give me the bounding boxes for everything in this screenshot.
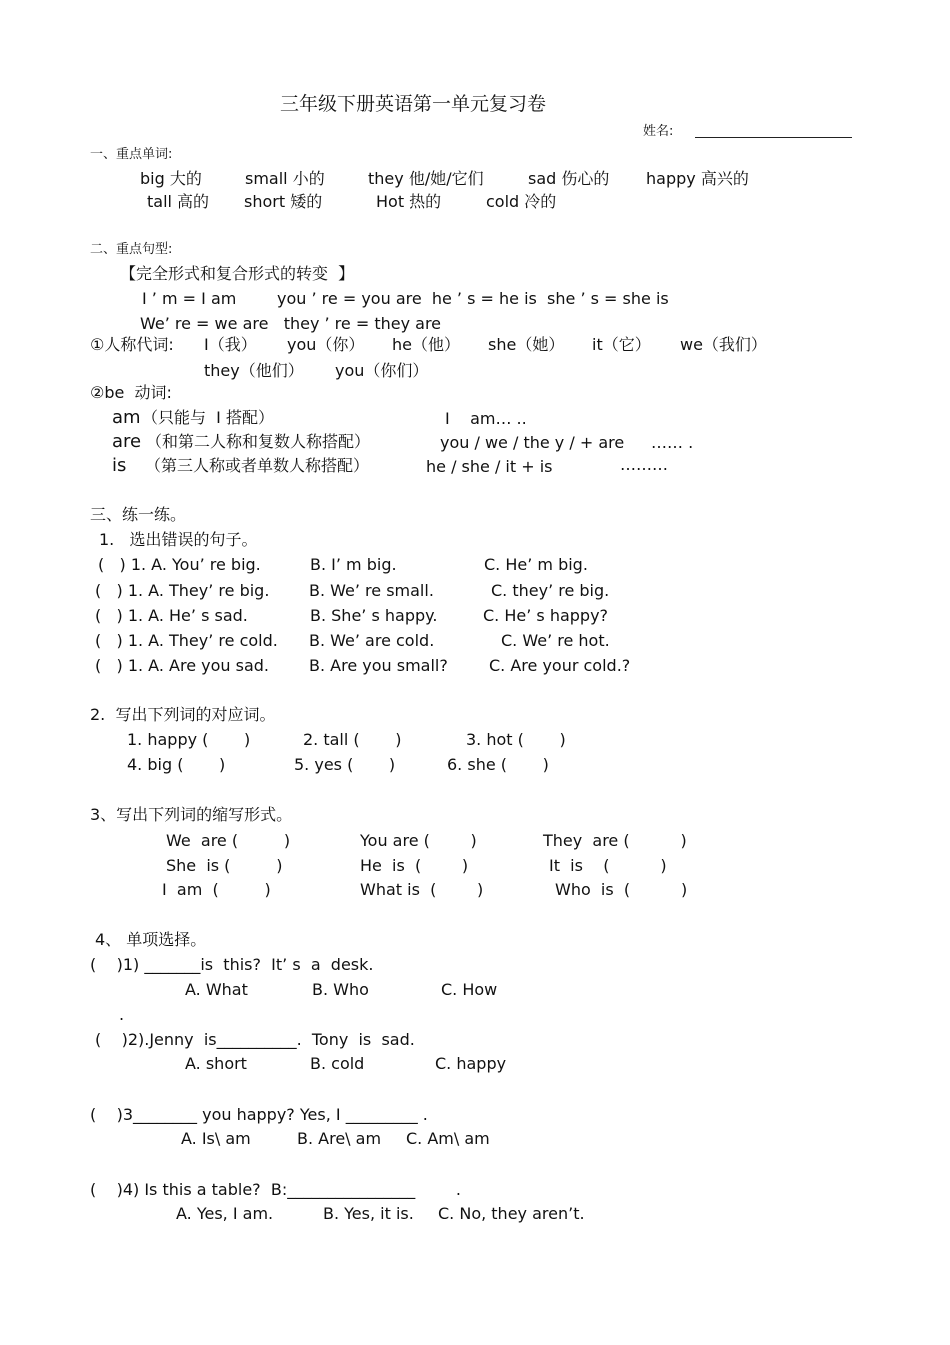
q1-option: C. We’ re hot. — [501, 631, 610, 650]
q2-item: 3. hot ( ) — [466, 730, 566, 749]
q3-item: It is ( ) — [549, 856, 667, 875]
q4-option: C. happy — [435, 1054, 507, 1073]
q3-item: Who is ( ) — [555, 880, 688, 899]
pronoun-label: ①人称代词: — [90, 335, 174, 354]
word: sad 伤心的 — [528, 169, 610, 188]
pronoun: she（她） — [488, 335, 565, 354]
q4-question: ( )2).Jenny is__________. Tony is sad. — [95, 1030, 415, 1049]
q4-option: C. No, they aren’t. — [438, 1204, 585, 1223]
q3-item: They are ( ) — [543, 831, 687, 850]
q1-item: ( ) 1. A. You’ re big. — [98, 555, 261, 574]
contraction-line: We’ re = we are they ’ re = they are — [140, 314, 442, 333]
pronoun: it（它） — [592, 335, 651, 354]
q4-option: B. cold — [310, 1054, 365, 1073]
be-verb-label: ②be 动词: — [90, 383, 172, 402]
q2-heading: 2. 写出下列词的对应词。 — [90, 705, 276, 724]
section1-heading: 一、重点单词: — [90, 147, 173, 162]
be-verb: is — [112, 455, 127, 476]
q2-item: 6. she ( ) — [447, 755, 549, 774]
q4-option: A. Is\ am — [181, 1129, 251, 1148]
pronoun: you（你们） — [335, 361, 429, 380]
word: cold 冷的 — [486, 192, 557, 211]
pronoun: he（他） — [392, 335, 460, 354]
word: happy 高兴的 — [646, 169, 749, 188]
q4-option: B. Who — [312, 980, 369, 999]
be-verb-note: （只能与 I 搭配） — [142, 408, 274, 427]
q3-heading: 3、写出下列词的缩写形式。 — [90, 805, 293, 824]
contraction-line: I ’ m = I am you ’ re = you are he ’ s = he is she ’ s = she is — [142, 289, 669, 308]
q1-item: ( ) 1. A. Are you sad. — [95, 656, 269, 675]
be-verb: are — [112, 431, 142, 452]
q3-item: You are ( ) — [360, 831, 477, 850]
q1-option: B. Are you small? — [309, 656, 448, 675]
word: big 大的 — [140, 169, 202, 188]
q3-item: What is ( ) — [360, 880, 484, 899]
be-verb-example: he / she / it + is — [426, 457, 553, 476]
q3-item: We are ( ) — [166, 831, 291, 850]
ellipsis: ……… — [620, 455, 668, 474]
pronoun: they（他们） — [204, 361, 304, 380]
q2-item: 1. happy ( ) — [127, 730, 251, 749]
q3-item: He is ( ) — [360, 856, 469, 875]
q4-question: ( )1) _______is this? It’ s a desk. — [90, 955, 374, 974]
word: tall 高的 — [147, 192, 210, 211]
word: they 他/她/它们 — [368, 169, 484, 188]
pronoun: you（你） — [287, 335, 365, 354]
q4-heading: 4、 单项选择。 — [95, 930, 207, 949]
q1-heading: 1. 选出错误的句子。 — [99, 530, 258, 549]
be-verb-example: I am… .. — [445, 409, 527, 428]
q3-item: She is ( ) — [166, 856, 283, 875]
section3-heading: 三、练一练。 — [90, 505, 187, 524]
q3-item: I am ( ) — [162, 880, 271, 899]
q1-option: C. Are your cold.? — [489, 656, 631, 675]
word: Hot 热的 — [376, 192, 442, 211]
stray-dot: . — [119, 1005, 125, 1024]
q1-option: B. I’ m big. — [310, 555, 397, 574]
q2-item: 5. yes ( ) — [294, 755, 396, 774]
q1-option: C. they’ re big. — [491, 581, 610, 600]
section2-heading: 二、重点句型: — [90, 242, 173, 257]
q4-option: A. Yes, I am. — [176, 1204, 274, 1223]
be-verb-example: you / we / the y / + are — [440, 433, 625, 452]
q4-option: B. Yes, it is. — [323, 1204, 414, 1223]
q1-item: ( ) 1. A. He’ s sad. — [95, 606, 248, 625]
word: small 小的 — [245, 169, 325, 188]
q1-item: ( ) 1. A. They’ re big. — [95, 581, 270, 600]
q1-option: C. He’ s happy? — [483, 606, 609, 625]
q1-option: B. She’ s happy. — [310, 606, 438, 625]
q4-option: A. What — [185, 980, 248, 999]
be-verb-note: （第三人称或者单数人称搭配） — [145, 456, 370, 475]
q4-option: A. short — [185, 1054, 247, 1073]
q2-item: 2. tall ( ) — [303, 730, 402, 749]
name-input[interactable] — [695, 137, 852, 138]
q4-question: ( )4) Is this a table? B:________________ . — [90, 1180, 461, 1199]
q1-option: B. We’ are cold. — [309, 631, 435, 650]
be-verb: am — [112, 407, 141, 428]
pronoun: we（我们） — [680, 335, 767, 354]
contraction-heading: 【完全形式和复合形式的转变 】 — [120, 264, 355, 283]
page-title: 三年级下册英语第一单元复习卷 — [280, 93, 547, 115]
q1-option: B. We’ re small. — [309, 581, 434, 600]
q1-option: C. He’ m big. — [484, 555, 588, 574]
word: short 矮的 — [244, 192, 323, 211]
q4-option: C. Am\ am — [406, 1129, 490, 1148]
be-verb-note: （和第二人称和复数人称搭配） — [146, 432, 371, 451]
q2-item: 4. big ( ) — [127, 755, 226, 774]
ellipsis: …… . — [651, 433, 694, 452]
q4-option: B. Are\ am — [297, 1129, 382, 1148]
q4-question: ( )3________ you happy? Yes, I _________ . — [90, 1105, 428, 1124]
name-label: 姓名: — [643, 124, 674, 139]
pronoun: I（我） — [204, 335, 257, 354]
q1-item: ( ) 1. A. They’ re cold. — [95, 631, 278, 650]
q4-option: C. How — [441, 980, 498, 999]
